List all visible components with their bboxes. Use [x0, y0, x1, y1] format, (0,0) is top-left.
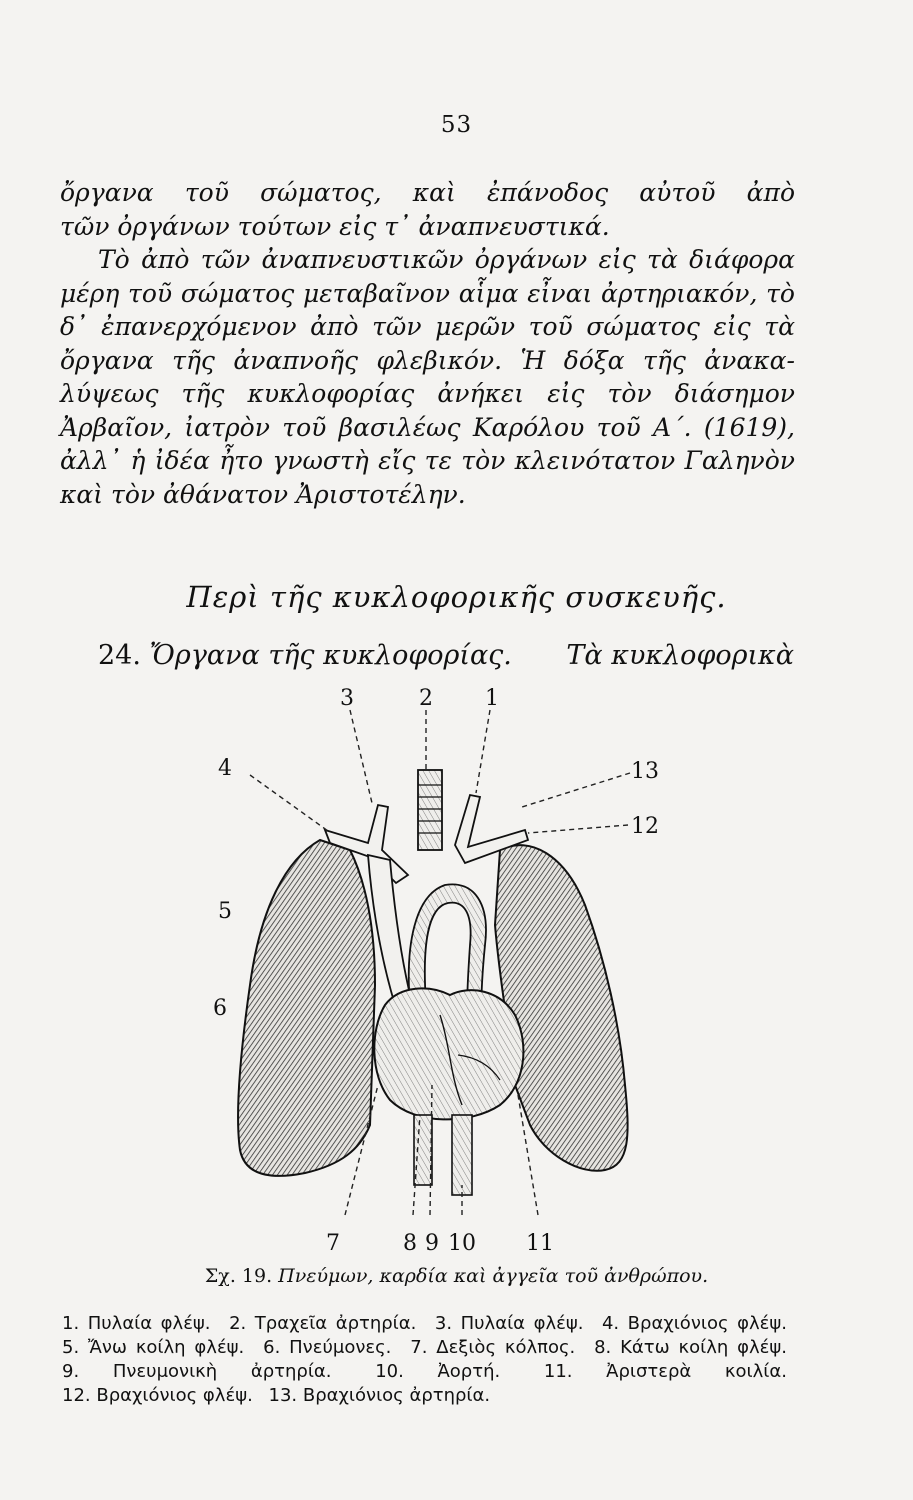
text-line: ὄργανα τοῦ σώματος, καὶ ἐπάνοδος αὐτοῦ ἀπὸ	[60, 178, 795, 207]
legend-item: 6. Πνεύμονες.	[263, 1337, 392, 1358]
right-lung	[238, 840, 375, 1176]
text-line: τῶν ὀργάνων τούτων εἰς τ᾽ ἀναπνευστικά.	[60, 211, 610, 241]
label-5: 5	[218, 899, 232, 924]
label-9: 9	[425, 1231, 439, 1255]
legend-item: 9. Πνευμονικὴ ἀρτηρία.	[62, 1361, 332, 1382]
legend-item: 5. Ἄνω κοίλη φλέψ.	[62, 1337, 245, 1358]
legend-item: 1. Πυλαία φλέψ.	[62, 1313, 211, 1334]
label-3: 3	[340, 686, 354, 711]
legend-item: 4. Βραχιόνιος φλέψ.	[601, 1313, 787, 1334]
subsection-heading	[98, 640, 794, 671]
legend-item: 2. Τραχεῖα ἀρτηρία.	[229, 1313, 417, 1334]
anatomy-figure	[200, 685, 700, 1255]
text-line: λύψεως τῆς κυκλοφορίας ἀνήκει εἰς τὸν διάσημον	[60, 379, 795, 408]
legend-item: 12. Βραχιόνιος φλέψ.	[62, 1385, 253, 1406]
legend-item: 8. Κάτω κοίλη φλέψ.	[594, 1337, 787, 1358]
body-text	[60, 176, 795, 511]
label-7: 7	[326, 1231, 340, 1255]
paragraph-1	[60, 176, 795, 243]
paragraph-2	[60, 243, 795, 511]
label-6: 6	[213, 996, 227, 1021]
label-13: 13	[631, 759, 659, 784]
caption-text: Πνεύμων, καρδία καὶ ἀγγεῖα τοῦ ἀνθρώπου.	[278, 1265, 709, 1287]
text-line: καὶ τὸν ἀθάνατον Ἀριστοτέλην.	[60, 479, 466, 509]
text-line: Ἀρβαῖον, ἰατρὸν τοῦ βασιλέως Καρόλου τοῦ Α΄. (1619),	[60, 412, 795, 442]
label-12: 12	[631, 814, 659, 839]
subsection-title: Ὄργανα τῆς κυκλοφορίας.	[149, 640, 512, 671]
text-line: Τὸ ἀπὸ τῶν ἀναπνευστικῶν ὀργάνων εἰς τὰ διάφορα	[98, 245, 795, 274]
heart-lungs-illustration	[200, 685, 700, 1255]
label-4: 4	[218, 756, 232, 781]
section-title: Περὶ τῆς κυκλοφορικῆς συσκευῆς.	[186, 580, 727, 614]
inferior-vena-cava	[414, 1115, 432, 1185]
label-11: 11	[526, 1231, 554, 1255]
subsection-title-group	[98, 640, 512, 671]
subsection-continuation: Τὰ κυκλοφορικὰ	[566, 640, 794, 671]
figure-caption	[0, 1265, 913, 1287]
caption-prefix: Σχ. 19.	[204, 1265, 273, 1287]
label-10: 10	[448, 1231, 476, 1255]
subsection-number: 24.	[98, 640, 141, 671]
trachea	[418, 770, 442, 850]
text-line: μέρη τοῦ σώματος μεταβαῖνον αἷμα εἶναι ἀρτηριακόν, τὸ	[60, 278, 795, 308]
legend-item: 11. Ἀριστερὰ κοιλία.	[543, 1361, 787, 1382]
text-line: δ᾽ ἐπανερχόμενον ἀπὸ τῶν μερῶν τοῦ σώματος εἰς τὰ	[60, 312, 795, 341]
figure-legend	[62, 1312, 797, 1408]
label-2: 2	[419, 686, 433, 711]
label-8: 8	[403, 1231, 417, 1255]
text-line: ἀλλ᾽ ἡ ἰδέα ἦτο γνωστὴ εἴς τε τὸν κλεινότατον Γαληνὸν	[60, 446, 795, 475]
legend-item: 10. Ἀορτή.	[375, 1361, 501, 1382]
legend-item: 3. Πυλαία φλέψ.	[434, 1313, 584, 1334]
legend-item: 7. Δεξιὸς κόλπος.	[410, 1337, 576, 1358]
legend-item: 13. Βραχιόνιος ἀρτηρία.	[268, 1385, 491, 1406]
text-line: ὄργανα τῆς ἀναπνοῆς φλεβικόν. Ἡ δόξα τῆς ἀνακα-	[60, 345, 795, 375]
left-lung	[495, 845, 628, 1171]
descending-aorta	[452, 1115, 472, 1195]
label-1: 1	[485, 686, 499, 711]
page-number: 53	[440, 112, 473, 138]
